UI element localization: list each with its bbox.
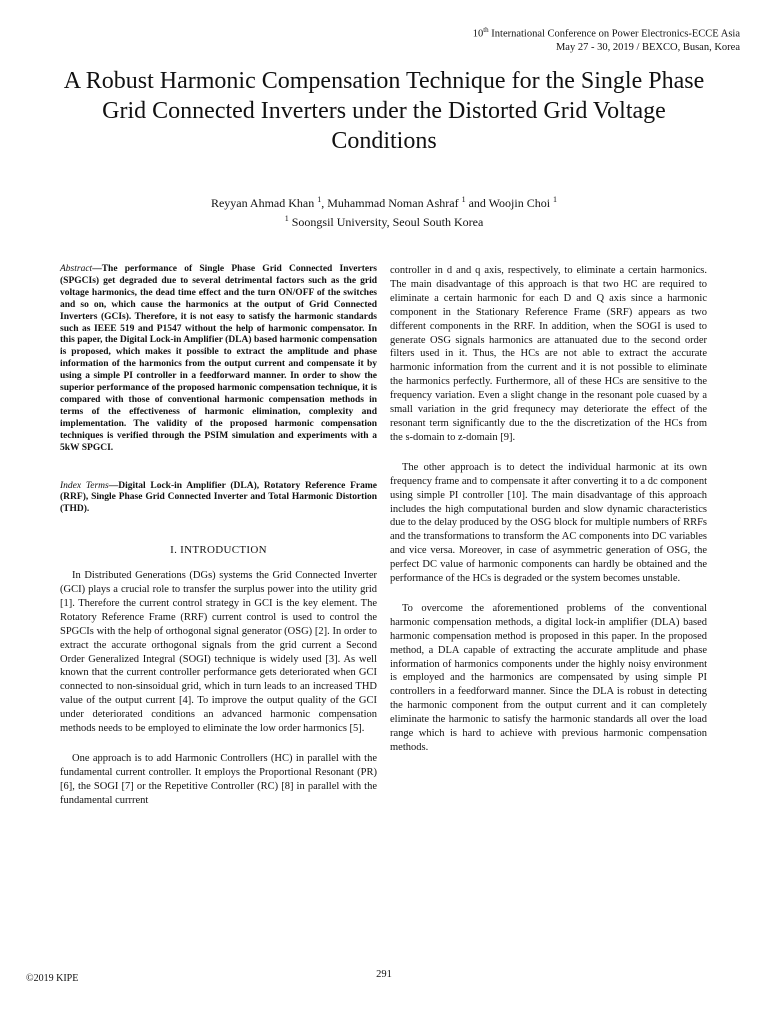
conference-line-2: May 27 - 30, 2019 / BEXCO, Busan, Korea xyxy=(555,41,740,53)
section-heading: I. INTRODUCTION xyxy=(170,544,267,557)
body-paragraph: The other approach is to detect the individual harmonic at its own frequency frame and to compensate it after converting it to a dc component using simple PI controller [10]. The main disadvantage of this approach includes the high computational burden and slow dynamic characteristics due to the delay produced by the OSG block for multiple numbers of RRFs and the transformations to transform the AC components into DC variables and vice versa. Moreover, in case of asymmetric generation of OSG, the perfect DC value of harmonic components can hardly be obtained and the performance of the HCs is degraded or the system becomes unstable. xyxy=(390,461,707,585)
body-paragraph: To overcome the aforementioned problems of the conventional harmonic compensation methods, a digital lock-in amplifier (DLA) based harmonic compensation method is proposed in this paper. In the proposed method, a DLA capable of extracting the accurate amplitude and phase information of harmonics components under the highly noisy environment is employed and the harmonics are compensated by using simple PI controllers in a feedforward manner. Since the DLA is robust in detecting the harmonic component from the output current and it can completely eliminate the harmonic to satisfy the harmonic standards all over the load range which is hard to achieve with previous harmonic compensation methods. xyxy=(390,602,707,753)
page-number: 291 xyxy=(376,969,392,980)
paper-title: A Robust Harmonic Compensation Technique for the Single Phase Grid Connected Inverters under the Distorted Grid Voltage Conditions xyxy=(63,68,705,154)
abstract: Abstract—The performance of Single Phase Grid Connected Inverters (SPGCIs) get degraded due to several detrimental factors such as the grid voltage harmonics, the dead time effect and the turn ON/OFF of the switches and so on, which cause the harmonics at the output of Grid Connected Inverters (GCIs). Therefore, it is not easy to satisfy the harmonic standards such as IEEE 519 and P1547 without the help of harmonic compensator. In this paper, the Digital Lock-in Amplifier (DLA) based harmonic compensation is proposed, which makes it possible to extract the amplitude and phase information of the harmonics from the output current and compensate it by using a simple PI controller in a feedforward manner. In order to show the superior performance of the proposed harmonic compensation technique, it is compared with those of conventional harmonic compensation methods in terms of the effectiveness of harmonic elimination, complexity and implementation. The validity of the proposed harmonic compensation techniques is verified through the PSIM simulation and experiments with a 5kW SPGCI. xyxy=(60,264,377,453)
authors-block xyxy=(60,192,708,230)
left-column xyxy=(60,264,377,808)
author-names: Reyyan Ahmad Khan $^1$, Muhammad Noman Ashraf $^1$ and Woojin Choi $^1$ xyxy=(210,195,558,210)
body-paragraph: controller in d and q axis, respectively, to eliminate a certain harmonics. The main disadvantage of this approach is that two HC are required to eliminate a certain harmonic for each D and Q axis since a harmonic component in the Stationary Reference Frame (SRF) appears as two different components in the RRF. In addition, when the SOGI is used to generate OSG signals harmonics are attanuated due to the second order filters used in it. Thus, the HCs are not able to extract the accurate harmonic information from the current and it is not possible to eliminate the harmonics perfectly. Furthermore, all of these HCs are sensitive to the frequency variation. Even a slight change in the resonant pole cuased by a small variation in the grid frequnecy may deteriorate the effect of the resonant term significantly due to the the discretization of the HCs from the s-domain to z-domain [9]. xyxy=(390,265,707,443)
author-affiliation: $^1$ Soongsil University, Seoul South Korea xyxy=(284,214,484,229)
conference-line-1: 10th International Conference on Power Electronics-ECCE Asia xyxy=(472,26,740,40)
body-paragraph: In Distributed Generations (DGs) systems the Grid Connected Inverter (GCI) plays a crucial role to transfer the surplus power into the utility grid [1]. Therefore the current control strategy in GCI is the key element. The Rotatory Reference Frame (RRF) current control is used to control the SPGCIs with the help of orthogonal signal generator (OSG) [2]. In order to extract the accurate orthogonal signals from the grid current a Second Order Generalized Integral (SOGI) technique is widely used [3]. As well known that the current controller performance gets deteriorated when GCI connected to non-sinsoidual grid, which in turn leads to an increased THD value of the output current [4]. To improve the output quality of the GCI under deteriorated conditions an advanced harmonic compensation methods needs to be employed to eliminate the low order harmonics [5]. xyxy=(60,570,377,735)
conference-header xyxy=(473,24,740,54)
index-terms: Index Terms—Digital Lock-in Amplifier (DLA), Rotatory Reference Frame (RRF), Single Phase Grid Connected Inverter and Total Harmonic Distortion (THD). xyxy=(60,480,377,515)
body-paragraph: One approach is to add Harmonic Controllers (HC) in parallel with the fundamental current controller. It employs the Proportional Resonant (PR) [6], the SOGI [7] or the Repetitive Controller (RC) [8] in parallel with the fundamental currrent xyxy=(60,753,377,806)
right-column xyxy=(390,264,707,755)
copyright-notice: ©2019 KIPE xyxy=(26,973,79,984)
